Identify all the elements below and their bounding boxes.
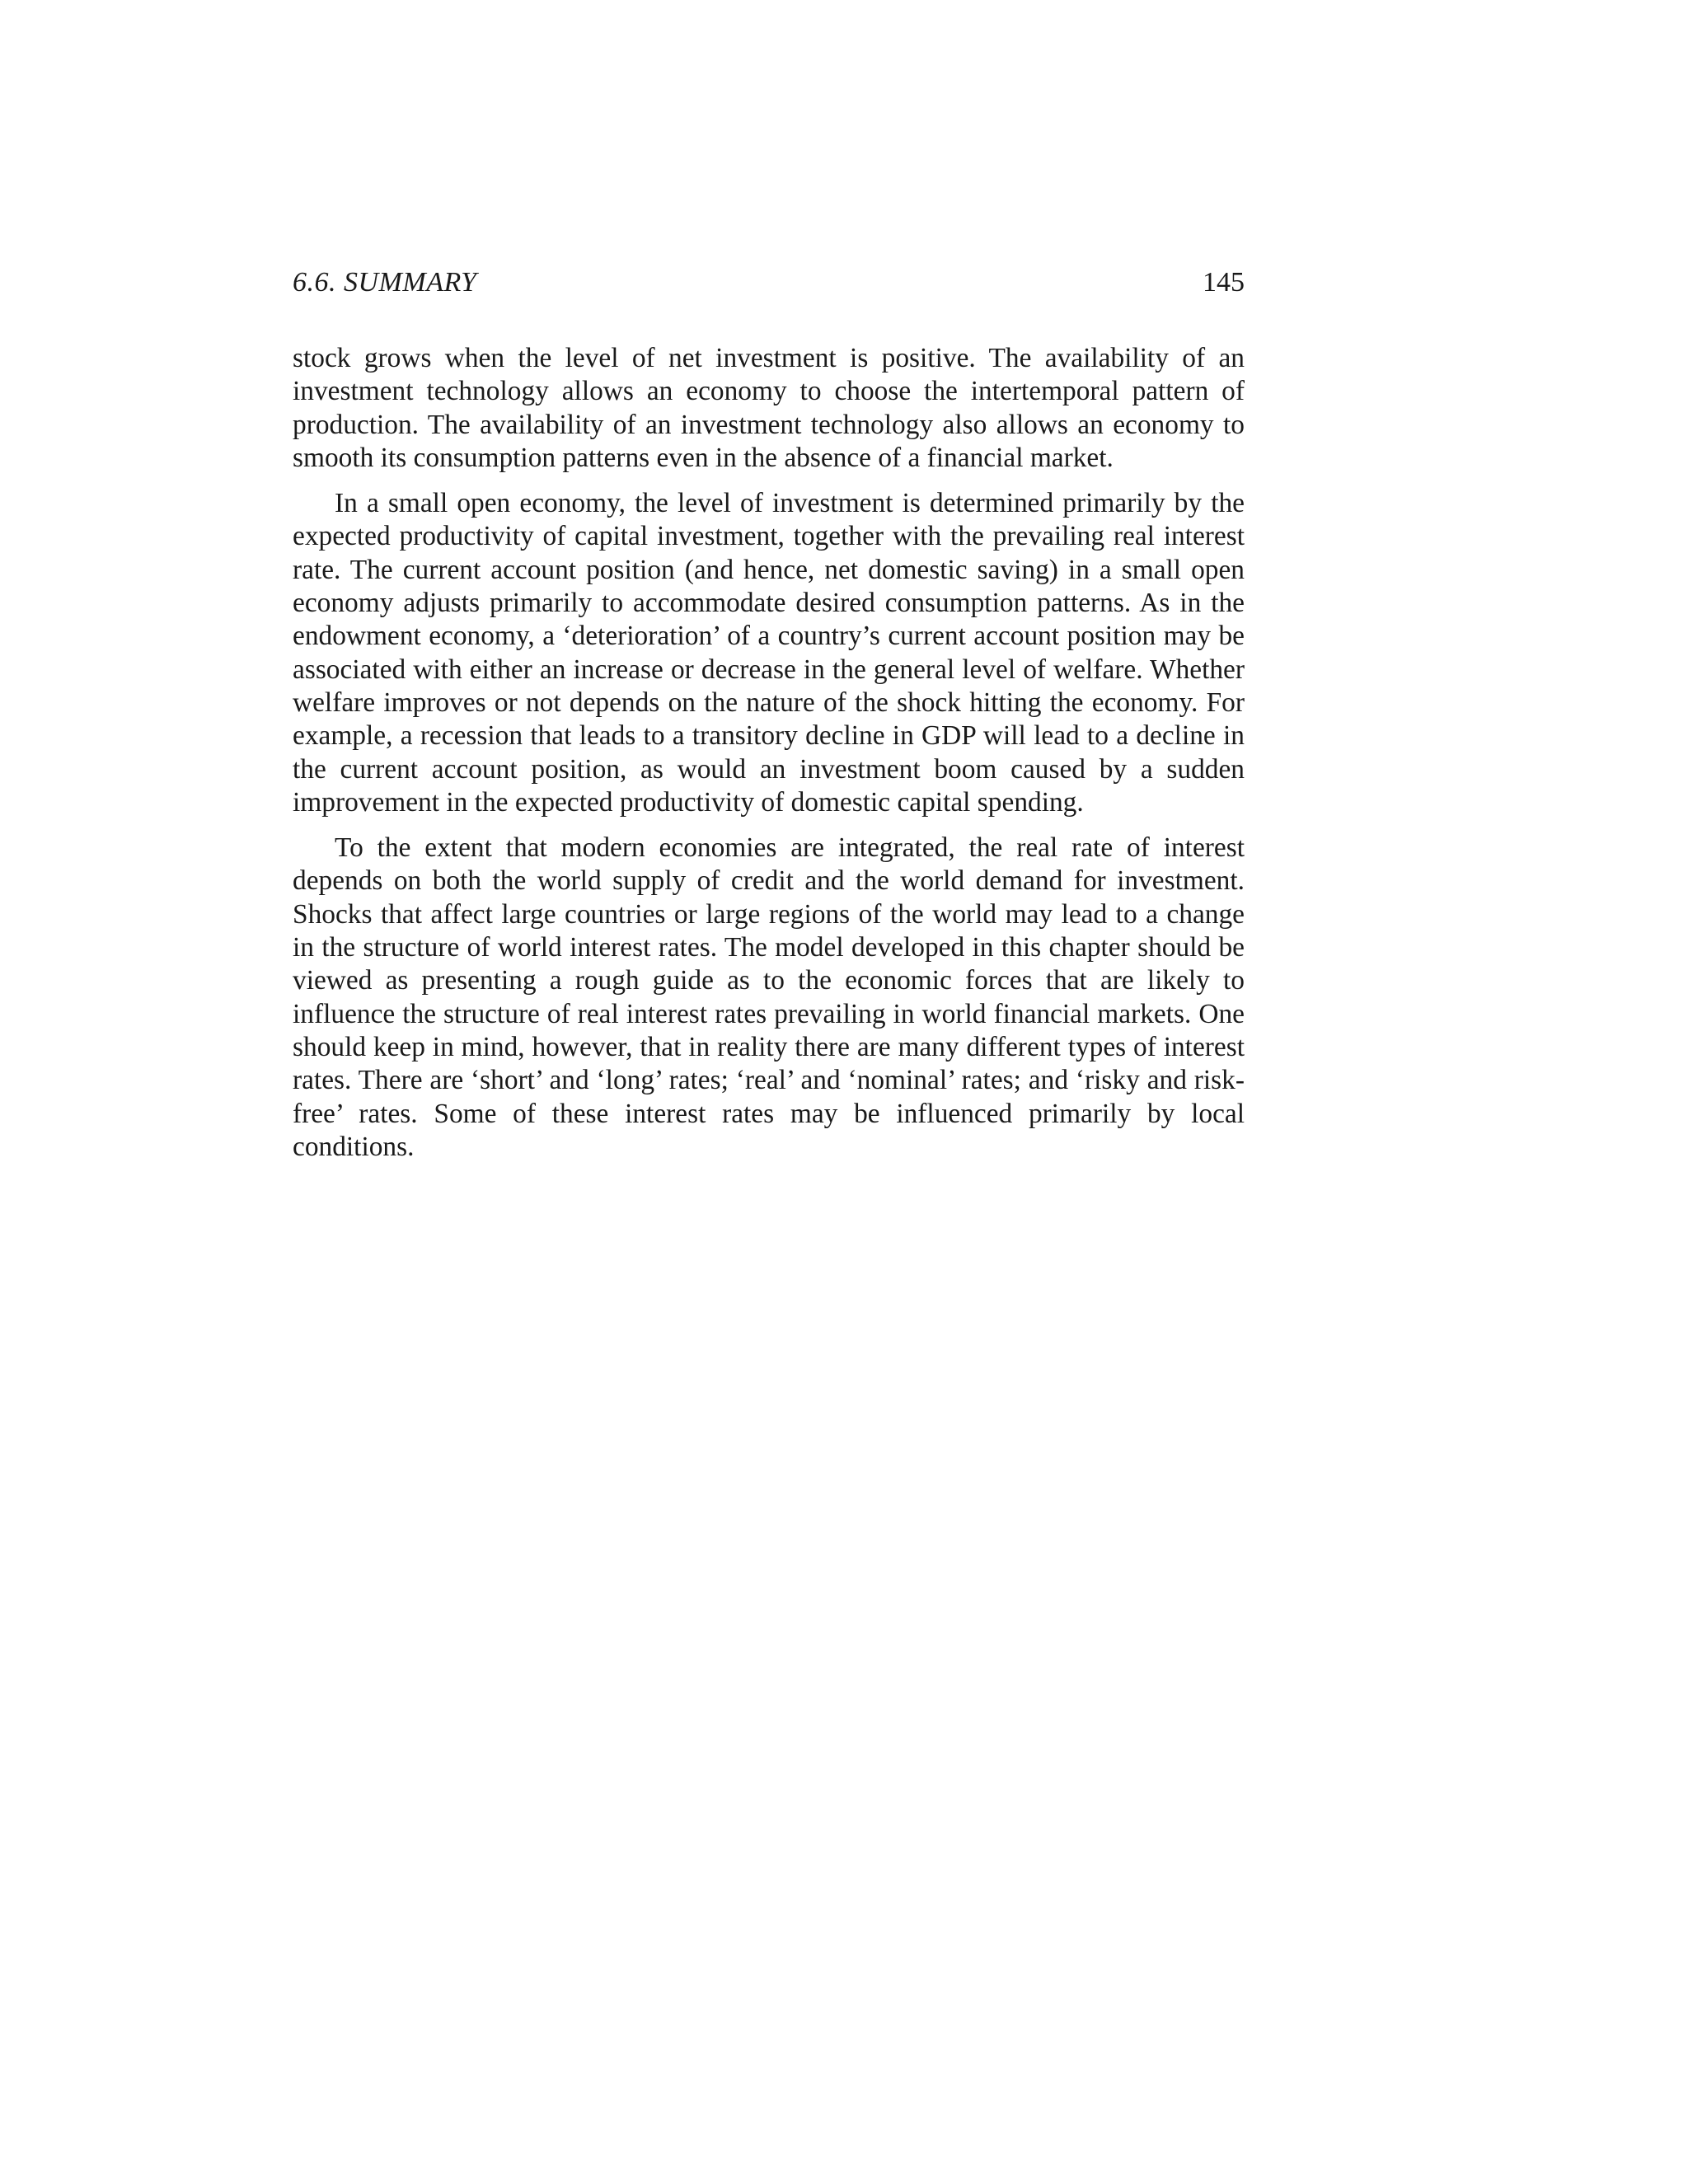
paragraph: stock grows when the level of net investment is positive. The availability of an investment technology allows an economy to choose the intertemporal pattern of production. The availability of an investment technology also allows an economy to smooth its consumption patterns even in the absence of a financial market. xyxy=(293,343,1245,473)
running-header xyxy=(293,262,1245,303)
section-title: 6.6. SUMMARY xyxy=(293,267,477,298)
body-text xyxy=(293,342,1245,1176)
paragraph: In a small open economy, the level of investment is determined primarily by the expected productivity of capital investment, together with the prevailing real interest rate. The current account position (and hence, net domestic saving) in a small open economy adjusts primarily to accommodate desired consumption patterns. As in the endowment economy, a ‘deterioration’ of a country’s current account position may be associated with either an increase or decrease in the general level of welfare. Whether welfare improves or not depends on the nature of the shock hitting the economy. For example, a recession that leads to a transitory decline in GDP will lead to a decline in the current account position, as would an investment boom caused by a sudden improvement in the expected productivity of domestic capital spending. xyxy=(293,488,1245,818)
page-number: 145 xyxy=(1203,267,1245,298)
paragraph: To the extent that modern economies are integrated, the real rate of interest depends on both the world supply of credit and the world demand for investment. Shocks that affect large countries or large regions of the world may lead to a change in the structure of world interest rates. The model developed in this chapter should be viewed as presenting a rough guide as to the economic forces that are likely to influence the structure of real interest rates prevailing in world financial markets. One should keep in mind, however, that in reality there are many different types of interest rates. There are ‘short’ and ‘long’ rates; ‘real’ and ‘nominal’ rates; and ‘risky and risk-free’ rates. Some of these interest rates may be influenced primarily by local conditions. xyxy=(293,832,1245,1162)
